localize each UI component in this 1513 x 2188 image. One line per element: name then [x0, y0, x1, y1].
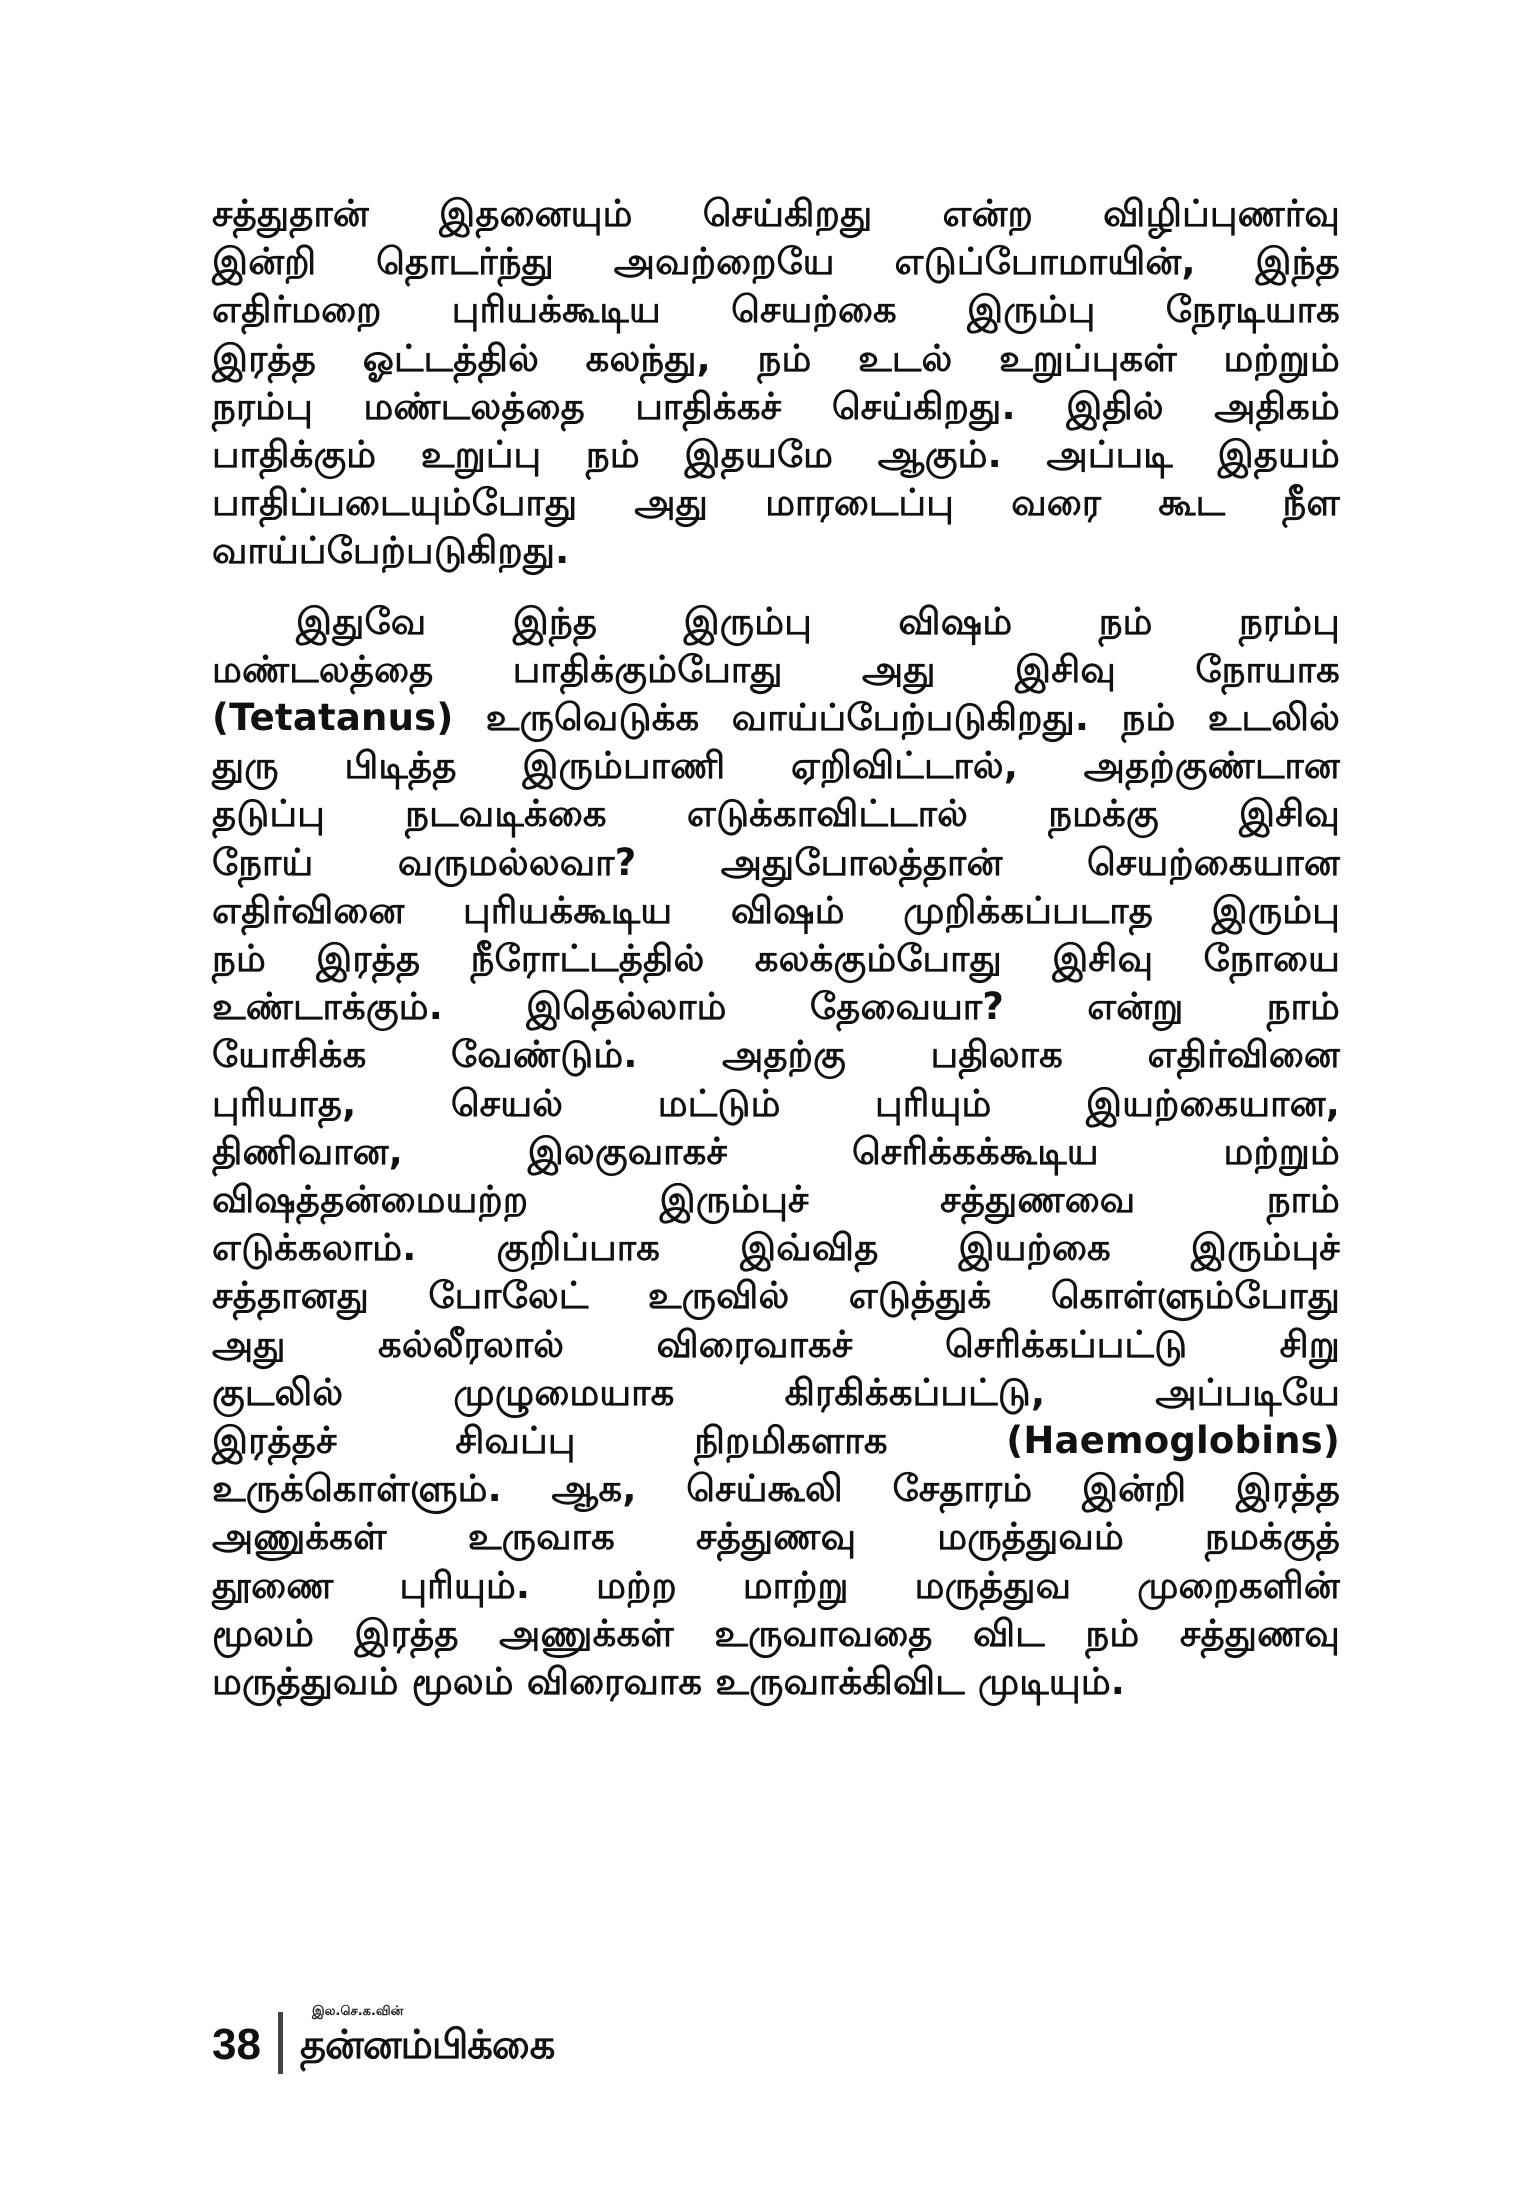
text-line: திணிவான, இலகுவாகச் செரிக்கக்கூடிய மற்றும்	[212, 1129, 1340, 1173]
text-line: தூணை புரியும். மற்ற மாற்று மருத்துவ முறைகளின்	[212, 1563, 1340, 1607]
text-line: யோசிக்க வேண்டும். அதற்கு பதிலாக எதிர்வினை	[212, 1033, 1340, 1077]
text-line: சத்துதான் இதனையும் செய்கிறது என்ற விழிப்புணர்வு	[212, 192, 1340, 235]
text-line: புரியாத, செயல் மட்டும் புரியும் இயற்கையான,	[212, 1081, 1340, 1125]
text-line: தடுப்பு நடவடிக்கை எடுக்காவிட்டால் நமக்கு இசிவு	[212, 792, 1340, 836]
text-line: உருக்கொள்ளும். ஆக, செய்கூலி சேதாரம் இன்றி இரத்த	[212, 1467, 1340, 1511]
text-line: உண்டாக்கும். இதெல்லாம் தேவையா? என்று நாம்	[212, 985, 1340, 1029]
text-line: வாய்ப்பேற்படுகிறது.	[212, 529, 570, 573]
text-line: பாதிக்கும் உறுப்பு நம் இதயமே ஆகும். அப்படி இதயம்	[212, 433, 1340, 477]
text-line: எதிர்வினை புரியக்கூடிய விஷம் முறிக்கப்படாத இரும்பு	[212, 888, 1340, 932]
text-line: நம் இரத்த நீரோட்டத்தில் கலக்கும்போது இசிவு நோயை	[212, 937, 1340, 981]
page-footer	[212, 2000, 812, 2080]
text-line: நரம்பு மண்டலத்தை பாதிக்கச் செய்கிறது. இதில் அதிகம்	[212, 384, 1340, 428]
text-line: எதிர்மறை புரியக்கூடிய செயற்கை இரும்பு நேரடியாக	[212, 288, 1340, 332]
text-line: இரத்தச் சிவப்பு நிறமிகளாக (Haemoglobins)	[212, 1419, 1340, 1463]
paragraph-1	[212, 190, 1340, 576]
text-line: இதுவே இந்த இரும்பு விஷம் நம் நரம்பு	[296, 599, 1340, 643]
text-line: மூலம் இரத்த அணுக்கள் உருவாவதை விட நம் சத்துணவு	[212, 1611, 1340, 1655]
page-number: 38	[212, 2020, 261, 2069]
text-line: சத்தானது போலேட் உருவில் எடுத்துக் கொள்ளும்போது	[212, 1274, 1340, 1318]
brand-subtitle: இல.செ.க.வின்	[312, 2004, 404, 2019]
text-line: அது கல்லீரலால் விரைவாகச் செரிக்கப்பட்டு சிறு	[212, 1322, 1340, 1366]
text-line: இன்றி தொடர்ந்து அவற்றையே எடுப்போமாயின், இந்த	[212, 240, 1340, 284]
text-line: மருத்துவம் மூலம் விரைவாக உருவாக்கிவிட முடியும்.	[212, 1660, 1126, 1704]
text-line: அணுக்கள் உருவாக சத்துணவு மருத்துவம் நமக்குத்	[212, 1515, 1340, 1559]
paragraph-2	[212, 598, 1340, 1707]
page-body	[212, 190, 1340, 1706]
text-line: பாதிப்படையும்போது அது மாரடைப்பு வரை கூட நீள	[212, 481, 1340, 525]
footer-divider	[278, 2012, 283, 2074]
brand-logo-text: தன்னம்பிக்கை	[300, 2022, 555, 2068]
text-line: மண்டலத்தை பாதிக்கும்போது அது இசிவு நோயாக	[212, 647, 1340, 691]
text-line: குடலில் முழுமையாக கிரகிக்கப்பட்டு, அப்படியே	[212, 1370, 1340, 1414]
text-line: துரு பிடித்த இரும்பாணி ஏறிவிட்டால், அதற்குண்டான	[212, 744, 1340, 788]
text-line: (Tetatanus) உருவெடுக்க வாய்ப்பேற்படுகிறது. நம் உடலில்	[212, 696, 1340, 740]
text-line: இரத்த ஓட்டத்தில் கலந்து, நம் உடல் உறுப்புகள் மற்றும்	[212, 336, 1340, 380]
text-line: விஷத்தன்மையற்ற இரும்புச் சத்துணவை நாம்	[212, 1178, 1340, 1222]
text-line: நோய் வருமல்லவா? அதுபோலத்தான் செயற்கையான	[212, 840, 1340, 884]
text-line: எடுக்கலாம். குறிப்பாக இவ்வித இயற்கை இரும்புச்	[212, 1226, 1340, 1270]
